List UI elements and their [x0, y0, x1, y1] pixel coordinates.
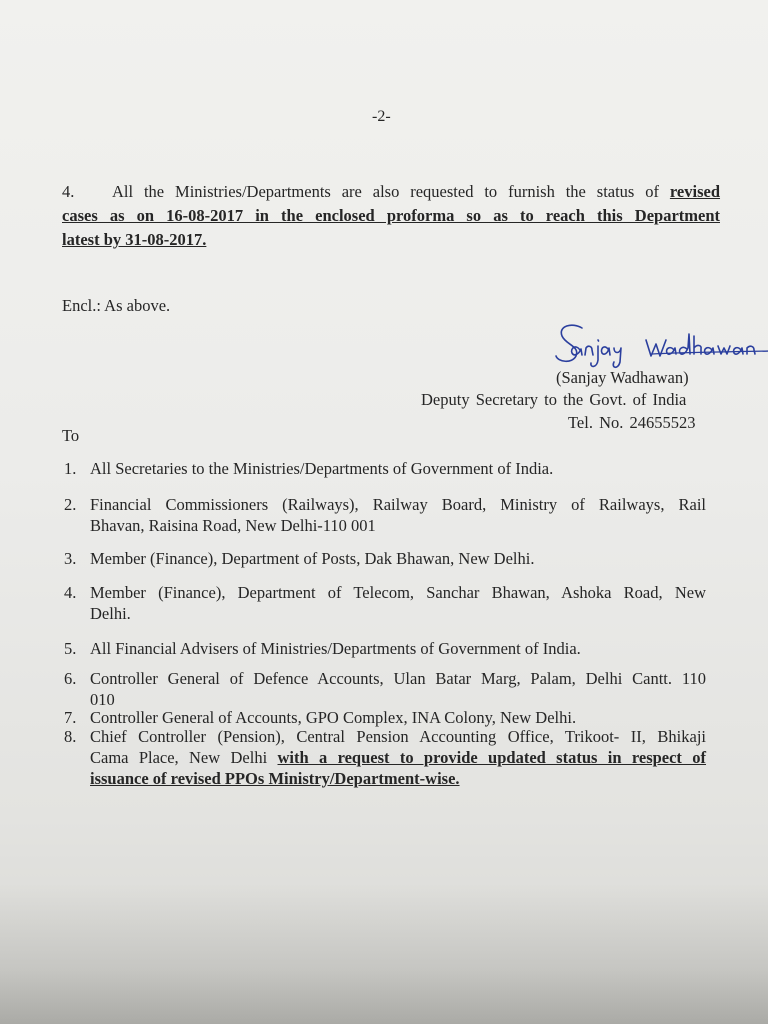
- enclosure-note: Encl.: As above.: [62, 296, 171, 315]
- list-item-text: Member (Finance), Department of Telecom, Sanchar Bhawan, Ashoka Road, New: [90, 583, 706, 602]
- signatory-designation: Deputy Secretary to the Govt. of India: [421, 390, 687, 409]
- addressee-label: To: [62, 426, 80, 445]
- paragraph-4: [62, 180, 720, 252]
- list-item-number: 6.: [64, 669, 77, 688]
- request-emphasis: issuance of revised PPOs Ministry/Department-wise.: [90, 769, 460, 788]
- list-item-text: Chief Controller (Pension), Central Pension Accounting Office, Trikoot- II, Bhikaji: [90, 727, 706, 746]
- list-item-text: 010: [90, 690, 115, 709]
- list-item-number: 3.: [64, 549, 77, 568]
- request-emphasis: with a request to provide updated status in respect of: [277, 748, 707, 767]
- list-item-text: Member (Finance), Department of Posts, Dak Bhawan, New Delhi.: [90, 549, 535, 568]
- list-item-text: Cama Place, New Delhi: [90, 748, 268, 767]
- list-item-number: 1.: [64, 459, 77, 478]
- paragraph-4-line-2: cases as on 16-08-2017 in the enclosed proforma so as to reach this Department: [62, 206, 720, 225]
- list-item-number: 5.: [64, 639, 77, 658]
- list-item-text: Controller General of Defence Accounts, Ulan Batar Marg, Palam, Delhi Cantt. 110: [90, 669, 706, 688]
- list-item-number: 8.: [64, 727, 77, 746]
- list-item-number: 4.: [64, 583, 77, 602]
- page-number: -2-: [372, 108, 391, 125]
- list-item-text: Delhi.: [90, 604, 131, 623]
- paragraph-4-deadline: latest by 31-08-2017.: [62, 230, 207, 249]
- list-item-text: Financial Commissioners (Railways), Railway Board, Ministry of Railways, Rail: [90, 495, 706, 514]
- list-item-text: All Financial Advisers of Ministries/Departments of Government of India.: [90, 639, 581, 658]
- paragraph-number: 4.: [62, 182, 75, 201]
- paragraph-4-emphasis-start: revised: [669, 182, 721, 201]
- list-item-text-with-request: [90, 747, 706, 768]
- paragraph-4-line-1: [62, 180, 720, 204]
- paragraph-4-text: All the Ministries/Departments are also requested to furnish the status of: [112, 182, 659, 201]
- signatory-telephone: Tel. No. 24655523: [568, 413, 696, 432]
- list-item-text: Bhavan, Raisina Road, New Delhi-110 001: [90, 516, 376, 535]
- list-item-text: Controller General of Accounts, GPO Complex, INA Colony, New Delhi.: [90, 708, 577, 727]
- list-item-number: 2.: [64, 495, 77, 514]
- list-item-text: All Secretaries to the Ministries/Departments of Government of India.: [90, 459, 554, 478]
- list-item-number: 7.: [64, 708, 77, 727]
- signatory-name: (Sanjay Wadhawan): [556, 368, 689, 387]
